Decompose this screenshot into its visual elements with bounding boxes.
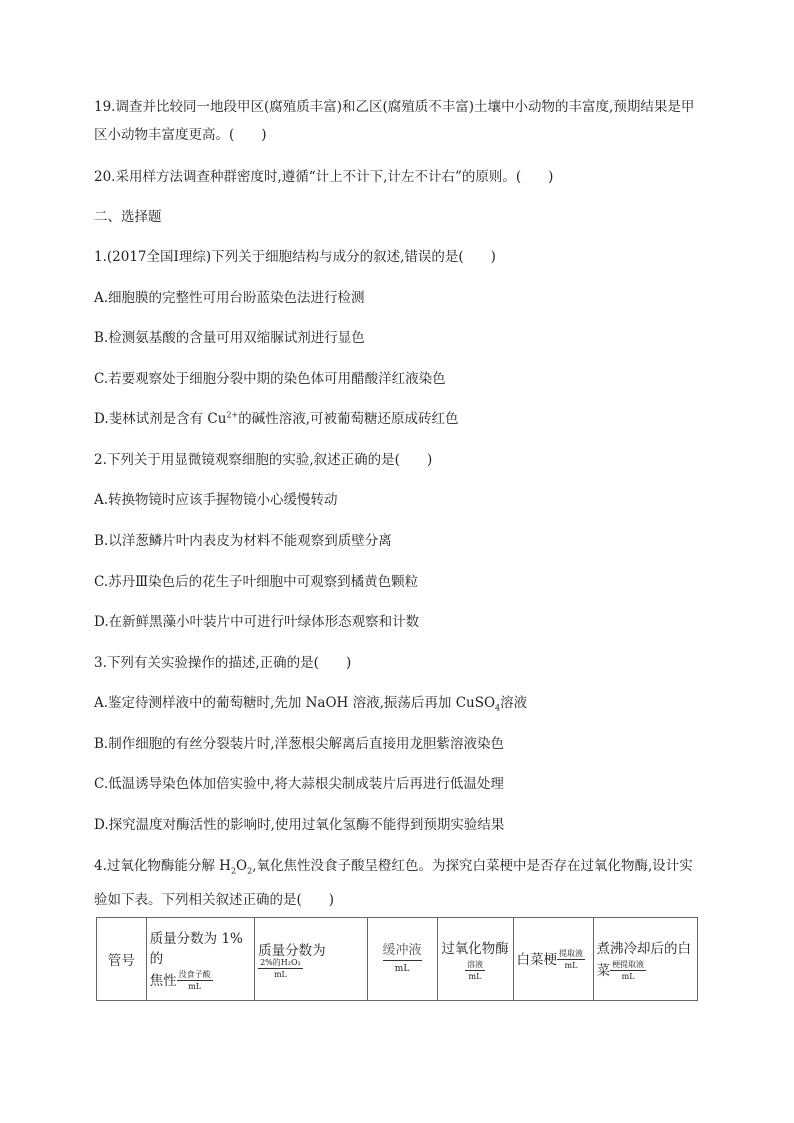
q3-option-c: C.低温诱导染色体加倍实验中,将大蒜根尖制成装片后再进行低温处理 [94,776,504,792]
question-20: 20.采用样方法调查种群密度时,遵循“计上不计下,计左不计右”的原则。( ) [94,169,554,185]
q1-option-d: D.斐林试剂是含有 $Cu^{2+}$的碱性溶液,可被葡萄糖还原成砖红色 [94,410,459,427]
experiment-table [96,917,698,1001]
q1-option-c: C.若要观察处于细胞分裂中期的染色体可用醋酸洋红液染色 [94,371,446,387]
q4-stem: 4.过氧化物酶能分解 $H_2O_2$,氧化焦性没食子酸呈橙红色。为探究白菜梗中是否存在过氧化物酶,设计实验如下表。下列相关叙述正确的是( ) [94,858,693,908]
table-header-row [97,918,698,1001]
q3-stem: 3.下列有关实验操作的描述,正确的是( ) [94,655,352,671]
q1-stem: 1.(2017全国Ⅰ理综)下列关于细胞结构与成分的叙述,错误的是( ) [94,249,496,265]
section-title: 二、选择题 [94,209,162,225]
header-cabbage-extract: 白菜梗 $\frac{\text{提取液}}{mL}$ [513,918,593,1001]
q1-option-b: B.检测氨基酸的含量可用双缩脲试剂进行显色 [94,330,365,346]
header-tube-number: 管号 [97,918,147,1001]
header-boiled-extract: 煮沸冷却后的白 菜 $\frac{\text{梗提取液}}{mL}$ [593,918,697,1001]
question-19: 19.调查并比较同一地段甲区(腐殖质丰富)和乙区(腐殖质不丰富)土壤中小动物的丰富度,预期结果是甲区小动物丰富度更高。( ) [94,99,695,143]
header-buffer: $\frac{\text{缓冲液}}{mL}$ [367,918,437,1001]
header-h2o2: 质量分数为 $\frac{\text{2\%的H₂O₂}}{mL}$ [255,918,367,1001]
q3-option-a: A.鉴定待测样液中的葡萄糖时,先加 NaOH 溶液,振荡后再加 CuSO$_4$溶液 [94,695,528,713]
header-pyrogallol: 质量分数为 1%的 焦性 $\frac{\text{没食子酸}}{mL}$ [146,918,254,1001]
q2-stem: 2.下列关于用显微镜观察细胞的实验,叙述正确的是( ) [94,452,433,468]
q2-option-b: B.以洋葱鳞片叶内表皮为材料不能观察到质壁分离 [94,533,392,549]
q2-option-d: D.在新鲜黑藻小叶装片中可进行叶绿体形态观察和计数 [94,614,420,630]
header-peroxidase: 过氧化物酶 $\frac{\text{溶液}}{mL}$ [437,918,513,1001]
q2-option-c: C.苏丹Ⅲ染色后的花生子叶细胞中可观察到橘黄色颗粒 [94,574,419,590]
q1-option-a: A.细胞膜的完整性可用台盼蓝染色法进行检测 [94,290,365,306]
q3-option-d: D.探究温度对酶活性的影响时,使用过氧化氢酶不能得到预期实验结果 [94,817,505,833]
header-pyrogallol-line1: 质量分数为 1%的 [149,930,243,967]
q2-option-a: A.转换物镜时应该手握物镜小心缓慢转动 [94,492,338,508]
q3-option-b: B.制作细胞的有丝分裂装片时,洋葱根尖解离后直接用龙胆紫溶液染色 [94,736,505,752]
